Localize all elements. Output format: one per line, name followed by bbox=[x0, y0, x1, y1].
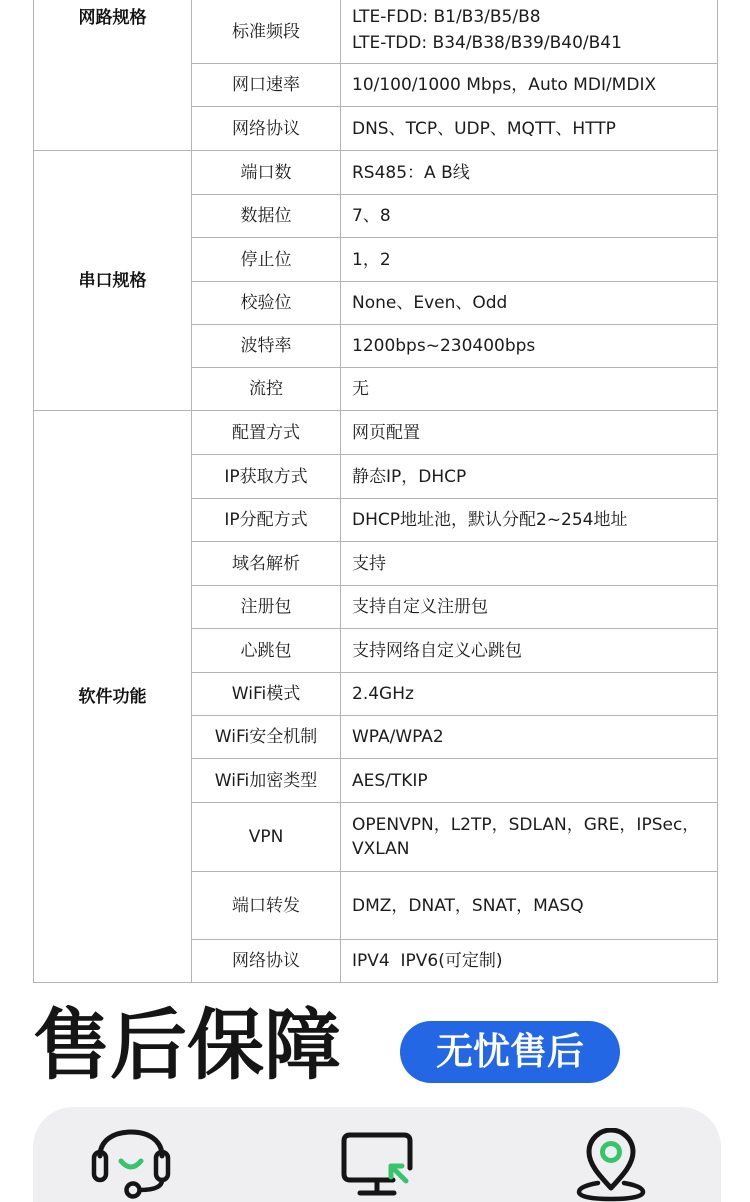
group-label-software-features: 软件功能 bbox=[34, 411, 192, 983]
spec-name: WiFi安全机制 bbox=[192, 716, 341, 759]
spec-value: 支持自定义注册包 bbox=[341, 586, 718, 629]
spec-name: 停止位 bbox=[192, 238, 341, 282]
spec-name: 网络协议 bbox=[192, 940, 341, 983]
spec-name: 数据位 bbox=[192, 195, 341, 238]
spec-name: 校验位 bbox=[192, 282, 341, 325]
spec-name: 注册包 bbox=[192, 586, 341, 629]
spec-name: IP分配方式 bbox=[192, 499, 341, 542]
service-icons-card bbox=[33, 1107, 721, 1202]
spec-value: OPENVPN，L2TP，SDLAN，GRE，IPSec，VXLAN bbox=[341, 803, 718, 872]
spec-name: 端口转发 bbox=[192, 872, 341, 940]
spec-value: 7、8 bbox=[341, 195, 718, 238]
spec-value: 1200bps~230400bps bbox=[341, 325, 718, 368]
spec-value: DHCP地址池，默认分配2~254地址 bbox=[341, 499, 718, 542]
spec-value: DMZ，DNAT，SNAT，MASQ bbox=[341, 872, 718, 940]
spec-value: 1，2 bbox=[341, 238, 718, 282]
spec-value: 支持 bbox=[341, 542, 718, 586]
spec-value: AES/TKIP bbox=[341, 759, 718, 803]
spec-name: 标准频段 bbox=[192, 0, 341, 64]
spec-value: 网页配置 bbox=[341, 411, 718, 455]
spec-name: VPN bbox=[192, 803, 341, 872]
spec-table bbox=[33, 0, 718, 983]
worry-free-badge: 无忧售后 bbox=[400, 1021, 620, 1083]
spec-name: 配置方式 bbox=[192, 411, 341, 455]
spec-value: 静态IP，DHCP bbox=[341, 455, 718, 499]
location-pin-icon bbox=[574, 1128, 648, 1202]
spec-value: None、Even、Odd bbox=[341, 282, 718, 325]
spec-value-line: LTE-TDD: B34/B38/B39/B40/B41 bbox=[352, 32, 622, 53]
spec-name: 网络协议 bbox=[192, 107, 341, 151]
spec-value: 2.4GHz bbox=[341, 673, 718, 716]
spec-name: 波特率 bbox=[192, 325, 341, 368]
spec-value-line: LTE-FDD: B1/B3/B5/B8 bbox=[352, 6, 541, 27]
spec-name: IP获取方式 bbox=[192, 455, 341, 499]
spec-value bbox=[341, 0, 718, 64]
spec-value: 支持网络自定义心跳包 bbox=[341, 629, 718, 673]
spec-name: 流控 bbox=[192, 368, 341, 411]
group-label-network-specs: 网路规格 bbox=[34, 0, 192, 151]
spec-value: 无 bbox=[341, 368, 718, 411]
spec-value: IPV4 IPV6(可定制) bbox=[341, 940, 718, 983]
spec-name: 网口速率 bbox=[192, 64, 341, 107]
monitor-icon bbox=[338, 1130, 418, 1200]
group-label-serial-specs: 串口规格 bbox=[34, 151, 192, 411]
spec-value: WPA/WPA2 bbox=[341, 716, 718, 759]
spec-value: RS485：A B线 bbox=[341, 151, 718, 195]
spec-value: DNS、TCP、UDP、MQTT、HTTP bbox=[341, 107, 718, 151]
spec-name: 域名解析 bbox=[192, 542, 341, 586]
spec-name: 心跳包 bbox=[192, 629, 341, 673]
spec-name: WiFi模式 bbox=[192, 673, 341, 716]
after-sales-title: 售后保障 bbox=[33, 1002, 341, 1091]
spec-name: WiFi加密类型 bbox=[192, 759, 341, 803]
spec-value: 10/100/1000 Mbps，Auto MDI/MDIX bbox=[341, 64, 718, 107]
spec-name: 端口数 bbox=[192, 151, 341, 195]
headset-icon bbox=[90, 1128, 172, 1202]
